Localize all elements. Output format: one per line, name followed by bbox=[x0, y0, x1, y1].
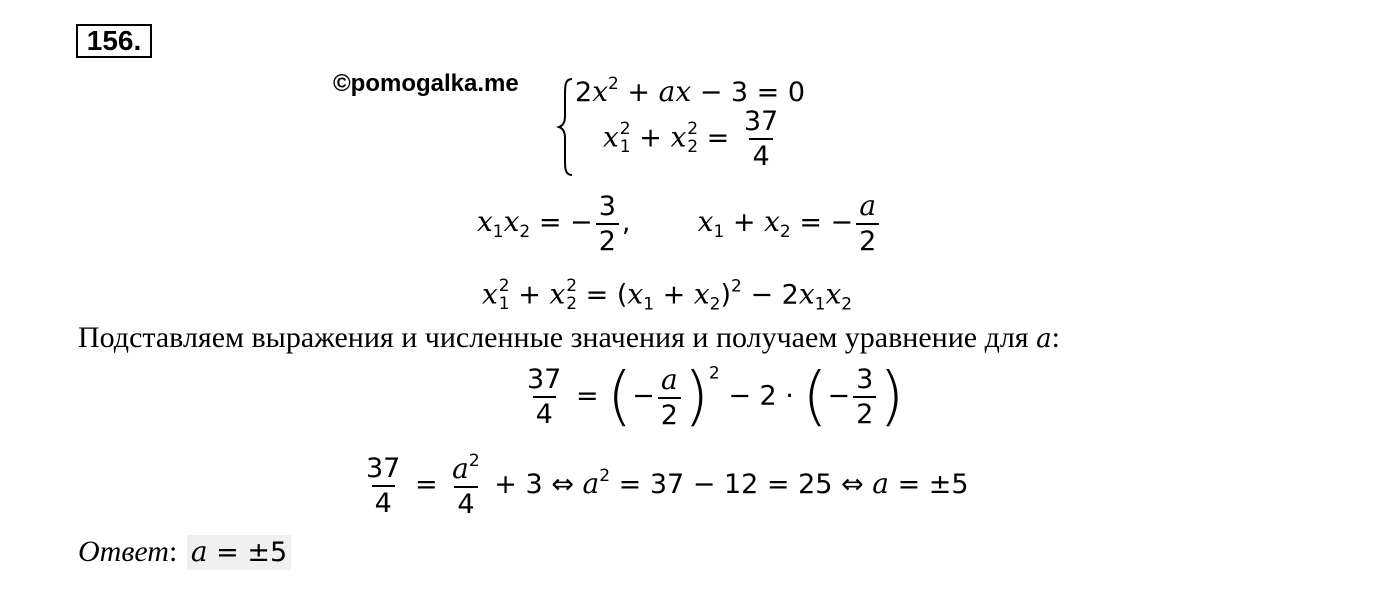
problem-number: 156. bbox=[76, 24, 152, 58]
equation-a-1: $\frac{37}{4}$ = (− $\frac{a}{2}$ )$^2$ − 2 · (− $\frac{3}{2}$ ) bbox=[527, 360, 905, 434]
identity-line: x 2 1 + x 2 2 = $(x_1 + x_2)^2 - 2x_1x_2$ bbox=[482, 276, 853, 315]
watermark: ©pomogalka.me bbox=[333, 70, 519, 97]
answer-line: Ответ: a = ±5 bbox=[78, 537, 291, 567]
vieta-line: $x_1x_2$ = − $\frac{3}{2}$ , $x_1 + x_2$ = − $\frac{a}{2}$ bbox=[477, 192, 882, 255]
explanation-text: Подставляем выражения и численные значения и получаем уравнение для a: bbox=[78, 321, 1060, 354]
answer-label: Ответ bbox=[78, 535, 169, 568]
system-equation-1: $2x^2$ + ax − 3 = 0 bbox=[575, 74, 806, 108]
answer-value: a = ±5 bbox=[187, 535, 291, 570]
system-equation-2: x 2 1 + x 2 2 = $\frac{37}{4}$ bbox=[603, 106, 779, 172]
equation-a-2: $\frac{37}{4}$ = $\frac{a^2}{4}$ + 3 ⇔ $a^2 = 37 - 12 = 25$ ⇔ a = ±5 bbox=[366, 451, 969, 520]
